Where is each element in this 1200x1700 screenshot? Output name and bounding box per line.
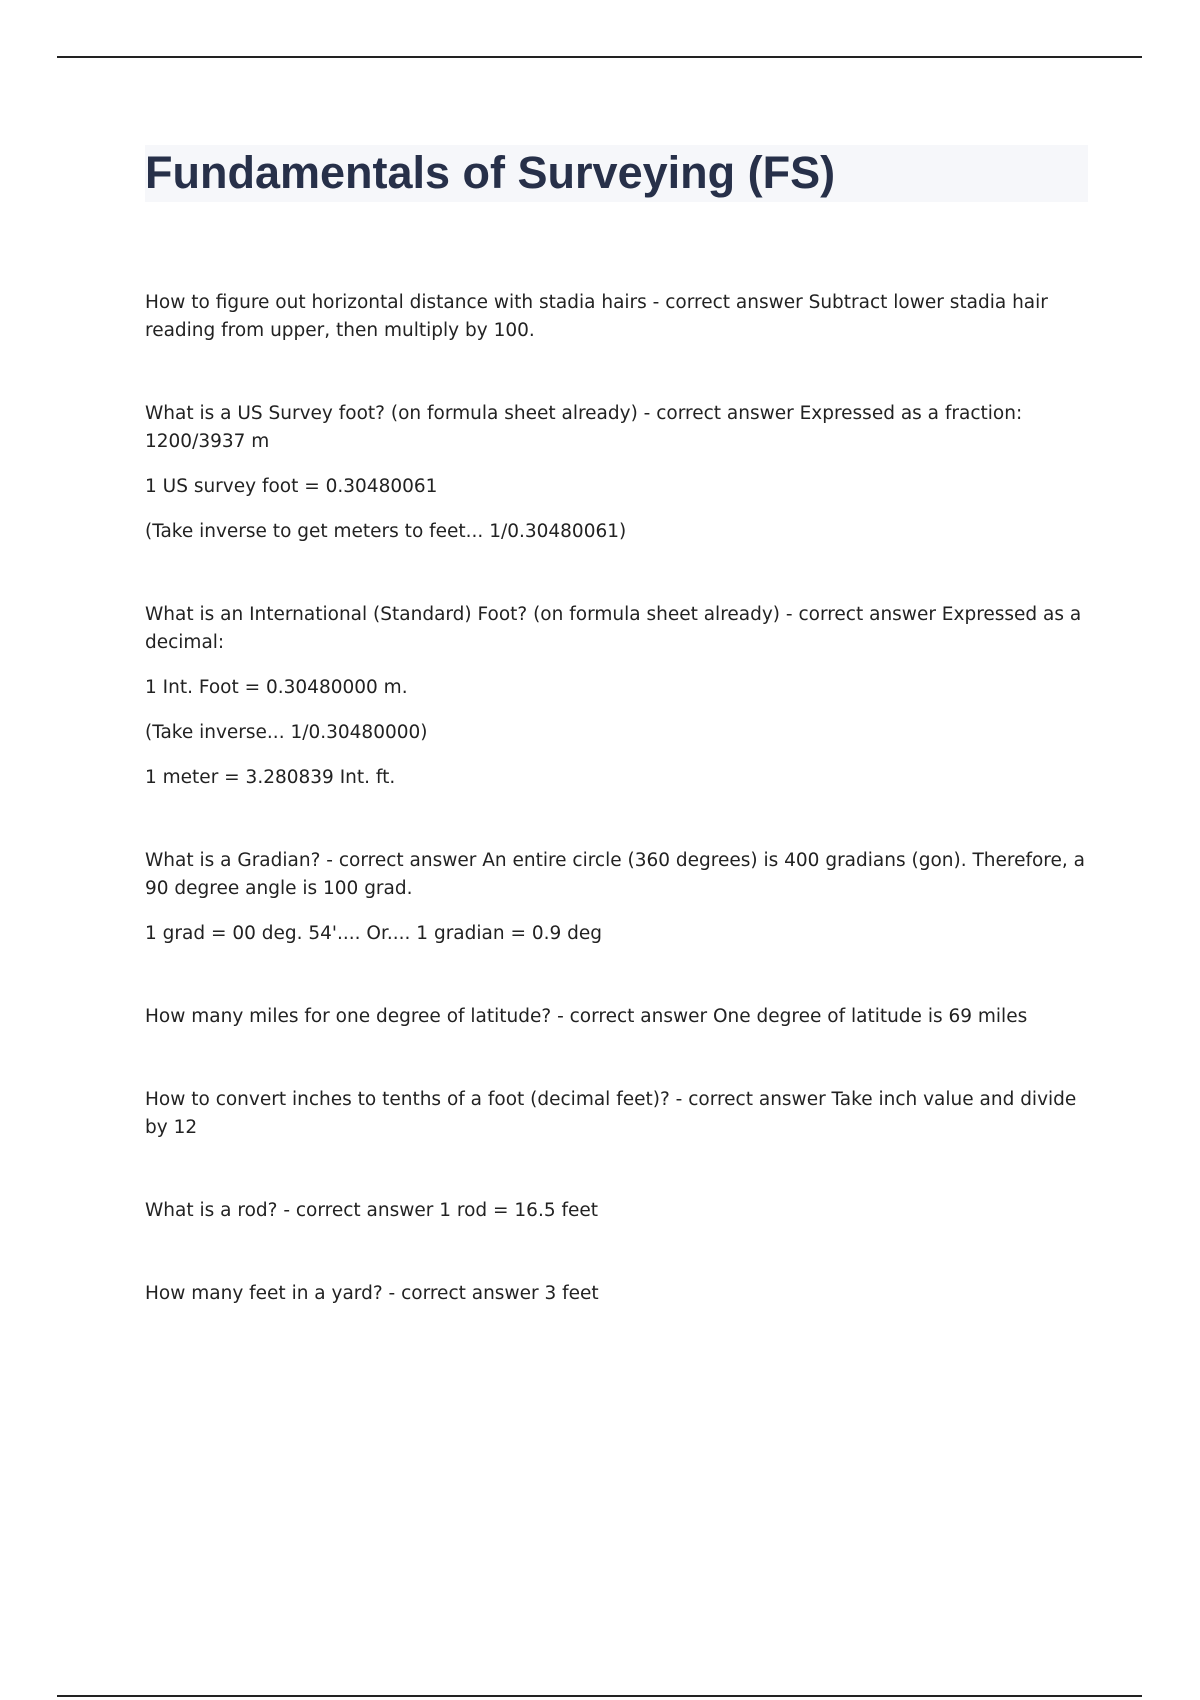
qa-entry — [145, 601, 1085, 792]
qa-paragraph: What is a US Survey foot? (on formula sheet already) - correct answer Expressed as a fraction: 1200/3937 m — [145, 403, 1023, 452]
qa-entry — [145, 1086, 1085, 1142]
qa-paragraph: (Take inverse... 1/0.30480000) — [145, 722, 428, 743]
qa-paragraph: How many miles for one degree of latitude? - correct answer One degree of latitude is 69 miles — [145, 1006, 1028, 1027]
header-rule — [57, 56, 1142, 58]
qa-entry — [145, 400, 1085, 546]
qa-entry — [145, 1003, 1085, 1031]
qa-entry — [145, 1280, 1085, 1308]
qa-entry — [145, 847, 1085, 948]
qa-paragraph: How many feet in a yard? - correct answer 3 feet — [145, 1283, 599, 1304]
qa-paragraph: How to figure out horizontal distance with stadia hairs - correct answer Subtract lower stadia hair reading from upper, then multiply by 100. — [145, 292, 1048, 341]
footer-rule — [57, 1695, 1142, 1697]
qa-paragraph: 1 grad = 00 deg. 54'.... Or.... 1 gradian = 0.9 deg — [145, 923, 603, 944]
qa-paragraph: How to convert inches to tenths of a foot (decimal feet)? - correct answer Take inch value and divide by 12 — [145, 1089, 1077, 1138]
qa-paragraph: 1 US survey foot = 0.30480061 — [145, 476, 438, 497]
document-title: Fundamentals of Surveying (FS) — [145, 147, 836, 198]
qa-paragraph: What is an International (Standard) Foot? (on formula sheet already) - correct answer Expressed as a decimal: — [145, 604, 1082, 653]
qa-paragraph: What is a Gradian? - correct answer An entire circle (360 degrees) is 400 gradians (gon). Therefore, a 90 degree angle is 100 grad. — [145, 850, 1085, 899]
qa-entry — [145, 1197, 1085, 1225]
qa-paragraph: 1 Int. Foot = 0.30480000 m. — [145, 677, 408, 698]
qa-paragraph: (Take inverse to get meters to feet... 1/0.30480061) — [145, 521, 627, 542]
qa-entry — [145, 289, 1085, 345]
qa-paragraph: 1 meter = 3.280839 Int. ft. — [145, 767, 396, 788]
document-body — [145, 289, 1085, 1363]
qa-paragraph: What is a rod? - correct answer 1 rod = 16.5 feet — [145, 1200, 599, 1221]
